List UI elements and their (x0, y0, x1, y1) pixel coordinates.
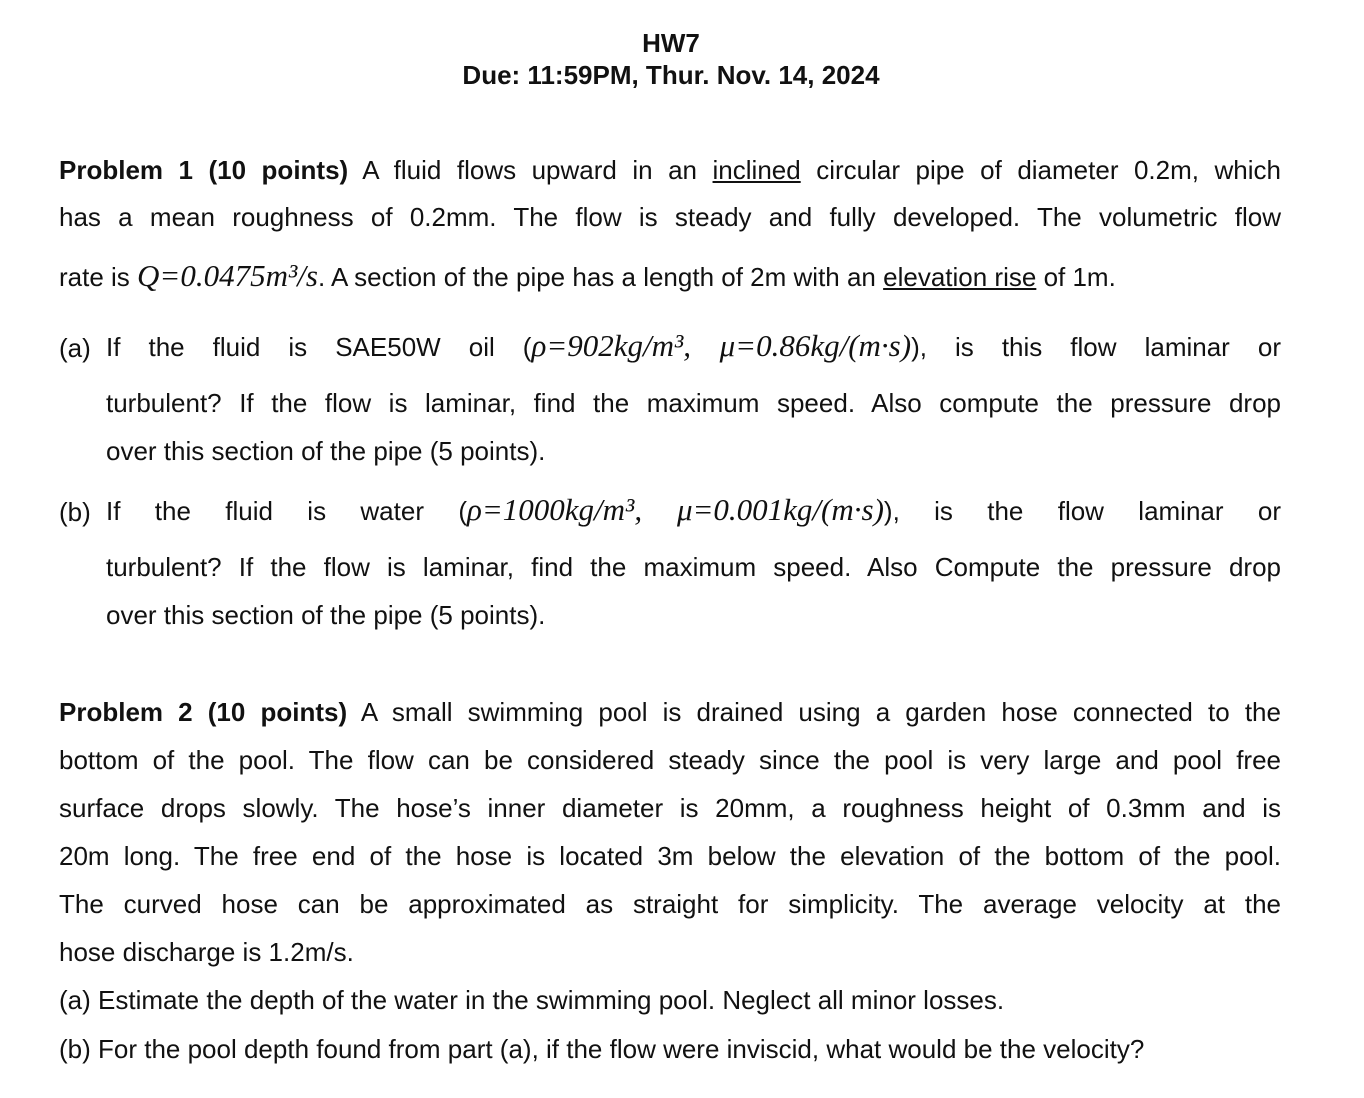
p2-text: 20m long. The free end of the hose is located 3m below the elevation of the bottom of the pool. (59, 841, 1281, 871)
page-title: HW7 (642, 28, 700, 58)
p1b-text: If the fluid is water ( (106, 496, 467, 526)
p1a-text: If the fluid is SAE50W oil ( (106, 332, 532, 362)
p2-line-3 (59, 793, 1281, 824)
p2-text: bottom of the pool. The flow can be considered steady since the pool is very large and pool free (59, 745, 1281, 775)
p1b-line-2 (106, 552, 1281, 583)
p1-line-3 (59, 258, 1116, 294)
due-date: Due: 11:59PM, Thur. Nov. 14, 2024 (462, 60, 880, 90)
p2-line-4 (59, 841, 1281, 872)
p1-emphasis-inclined: inclined (712, 155, 801, 185)
p1b-line-3: over this section of the pipe (5 points). (106, 600, 546, 630)
p1a-label: (a) (59, 333, 91, 363)
p1-text: . A section of the pipe has a length of 2m with an (317, 262, 876, 292)
p1b-label: (b) (59, 497, 91, 527)
p1-emphasis-elevation-rise: elevation rise (883, 262, 1037, 292)
p2-heading: Problem 2 (10 points) (59, 697, 348, 727)
p1b-line-1 (106, 492, 1281, 528)
p1a-line-2 (106, 388, 1281, 419)
p2-line-1 (59, 697, 1281, 728)
flow-rate-equation: Q=0.0475m³/s (137, 258, 318, 293)
p1-line-2 (59, 202, 1281, 233)
p1-text: has a mean roughness of 0.2mm. The flow is steady and fully developed. The volumetric flow (59, 202, 1281, 232)
p1a-text: ), is this flow laminar or (911, 332, 1281, 362)
p1-text: circular pipe of diameter 0.2m, which (816, 155, 1281, 185)
p2-line-5 (59, 889, 1281, 920)
p1-line-1 (59, 155, 1281, 186)
p1a-line-1 (106, 328, 1281, 364)
p1b-text: ), is the flow laminar or (883, 496, 1281, 526)
oil-properties-equation: ρ=902kg/m³, μ=0.86kg/(m·s) (531, 328, 912, 363)
p2-line-2 (59, 745, 1281, 776)
p1a-text: turbulent? If the flow is laminar, find the maximum speed. Also compute the pressure drop (106, 388, 1281, 418)
p1a-line-3: over this section of the pipe (5 points). (106, 436, 546, 466)
p2-part-a: (a) Estimate the depth of the water in the swimming pool. Neglect all minor losses. (59, 985, 1005, 1015)
p1b-text: turbulent? If the flow is laminar, find the maximum speed. Also Compute the pressure drop (106, 552, 1281, 582)
p1-text: of 1m. (1043, 262, 1116, 292)
p1-text: rate is (59, 262, 130, 292)
p2-text: surface drops slowly. The hose’s inner diameter is 20mm, a roughness height of 0.3mm and is (59, 793, 1281, 823)
p1-heading: Problem 1 (10 points) (59, 155, 349, 185)
water-properties-equation: ρ=1000kg/m³, μ=0.001kg/(m·s) (466, 492, 884, 527)
p2-part-b: (b) For the pool depth found from part (a), if the flow were inviscid, what would be the velocity? (59, 1034, 1145, 1064)
p2-line-6: hose discharge is 1.2m/s. (59, 937, 354, 967)
p2-text: A small swimming pool is drained using a garden hose connected to the (360, 697, 1281, 727)
p2-text: The curved hose can be approximated as straight for simplicity. The average velocity at the (59, 889, 1281, 919)
p1-text: A fluid flows upward in an (362, 155, 698, 185)
